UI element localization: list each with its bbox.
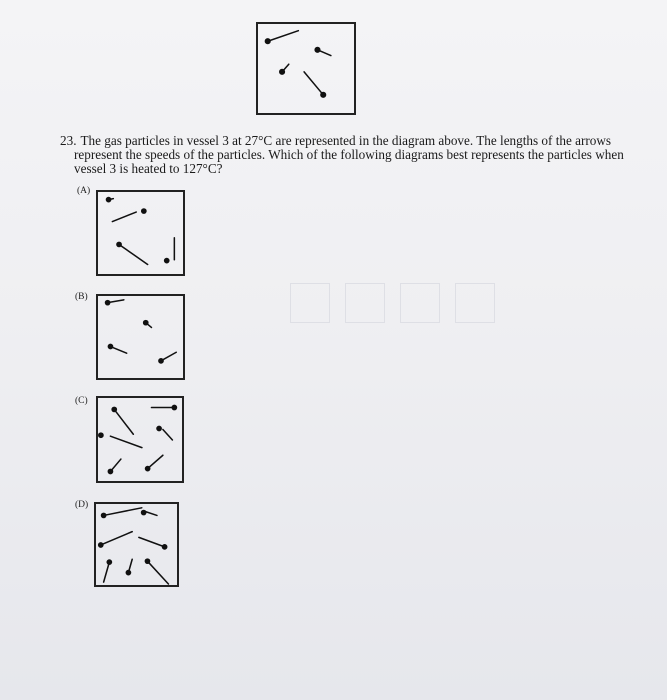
option-d-diagram[interactable] [94,502,179,587]
option-d-label: (D) [75,500,89,510]
bleed-through-box [400,283,440,323]
option-b-diagram[interactable] [96,294,185,380]
bleed-through-box [455,283,495,323]
question-number: 23. [60,133,77,148]
option-a-diagram[interactable] [96,190,185,276]
bleed-through-box [290,283,330,323]
option-c-label: (C) [75,396,88,406]
question-text: The gas particles in vessel 3 at 27°C are represented in the diagram above. The lengths of the arrows represent the speeds of the particles. Which of the following diagrams best represents the particles when vessel 3 is heated to 127°C? [74,133,624,176]
option-b-label: (B) [75,292,88,302]
reference-vessel-diagram [256,22,356,115]
option-c-diagram[interactable] [96,396,184,483]
option-a-label: (A) [77,186,91,196]
question-23 [60,134,630,176]
bleed-through-box [345,283,385,323]
